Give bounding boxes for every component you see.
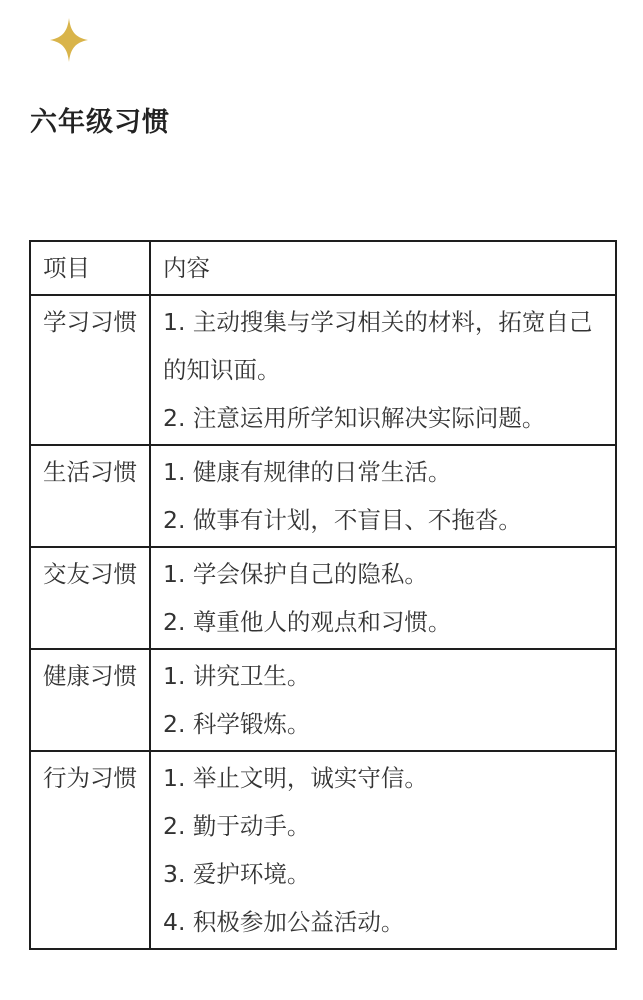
table-row (30, 751, 616, 949)
habit-item: 1. 主动搜集与学习相关的材料，拓宽自己的知识面。 (163, 308, 593, 384)
table-body (30, 295, 616, 949)
table-row (30, 649, 616, 751)
habit-item: 2. 科学锻炼。 (163, 710, 311, 738)
habit-item: 2. 尊重他人的观点和习惯。 (163, 608, 452, 636)
table-row (30, 295, 616, 445)
habits-table (29, 240, 617, 950)
habit-content (150, 751, 616, 949)
habit-item: 2. 做事有计划，不盲目、不拖沓。 (163, 506, 522, 534)
habit-category: 生活习惯 (30, 445, 150, 547)
habit-item: 3. 爱护环境。 (163, 860, 311, 888)
habit-category: 学习习惯 (30, 295, 150, 445)
table-header-row (30, 241, 616, 295)
sparkle-icon (50, 18, 88, 62)
habit-item: 1. 举止文明，诚实守信。 (163, 764, 428, 792)
table-row (30, 445, 616, 547)
habit-category: 行为习惯 (30, 751, 150, 949)
habit-category: 交友习惯 (30, 547, 150, 649)
table-row (30, 547, 616, 649)
habit-content (150, 295, 616, 445)
habit-item: 4. 积极参加公益活动。 (163, 908, 405, 936)
habit-content (150, 547, 616, 649)
habit-item: 2. 勤于动手。 (163, 812, 311, 840)
habit-item: 2. 注意运用所学知识解决实际问题。 (163, 404, 546, 432)
habit-item: 1. 学会保护自己的隐私。 (163, 560, 428, 588)
habit-item: 1. 健康有规律的日常生活。 (163, 458, 452, 486)
habit-category: 健康习惯 (30, 649, 150, 751)
header-category: 项目 (30, 241, 150, 295)
habit-content (150, 445, 616, 547)
habit-item: 1. 讲究卫生。 (163, 662, 311, 690)
header-content: 内容 (150, 241, 616, 295)
habit-content (150, 649, 616, 751)
page-title: 六年级习惯 (30, 107, 170, 138)
